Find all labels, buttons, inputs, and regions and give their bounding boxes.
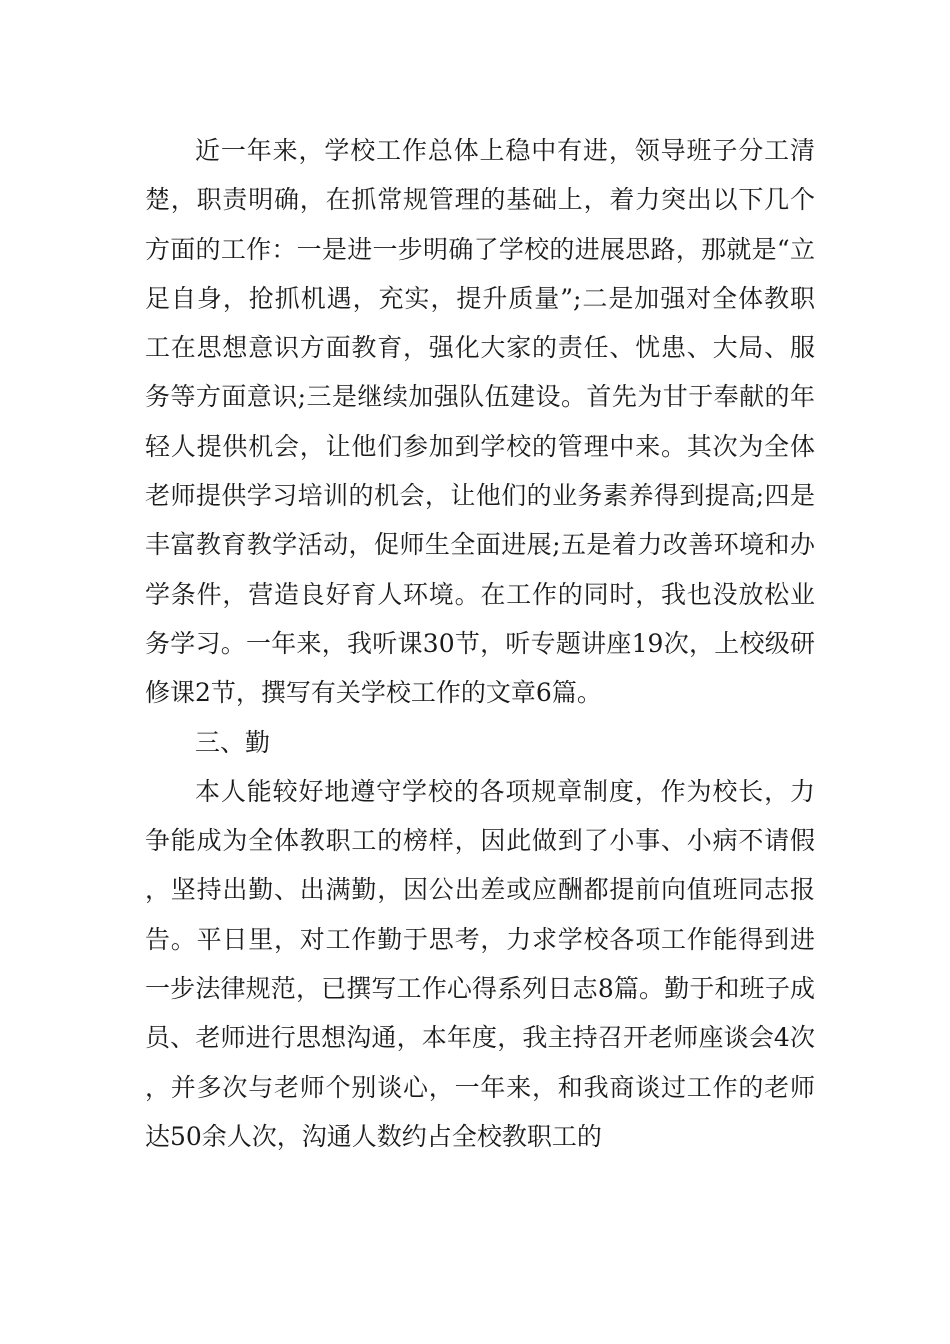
document-body (145, 126, 815, 1161)
paragraph-work-summary: 近一年来，学校工作总体上稳中有进，领导班子分工清楚，职责明确，在抓常规管理的基础上，着力突出以下几个方面的工作：一是进一步明确了学校的进展思路，那就是“立足自身，抢抓机遇，充实，提升质量”;二是加强对全体教职工在思想意识方面教育，强化大家的责任、忧患、大局、服务等方面意识;三是继续加强队伍建设。首先为甘于奉献的年轻人提供机会，让他们参加到学校的管理中来。其次为全体老师提供学习培训的机会，让他们的业务素养得到提高;四是丰富教育教学活动，促师生全面进展;五是着力改善环境和办学条件，营造良好育人环境。在工作的同时，我也没放松业务学习。一年来，我听课30节，听专题讲座19次，上校级研修课2节，撰写有关学校工作的文章6篇。 (145, 136, 815, 708)
paragraph-diligence: 本人能较好地遵守学校的各项规章制度，作为校长，力争能成为全体教职工的榜样，因此做到了小事、小病不请假，坚持出勤、出满勤，因公出差或应酬都提前向值班同志报告。平日里，对工作勤于思考，力求学校各项工作能得到进一步法律规范，已撰写工作心得系列日志8篇。勤于和班子成员、老师进行思想沟通，本年度，我主持召开老师座谈会4次，并多次与老师个别谈心，一年来，和我商谈过工作的老师达50余人次，沟通人数约占全校教职工的 (145, 776, 815, 1151)
section-heading-diligence: 三、勤 (195, 727, 271, 757)
